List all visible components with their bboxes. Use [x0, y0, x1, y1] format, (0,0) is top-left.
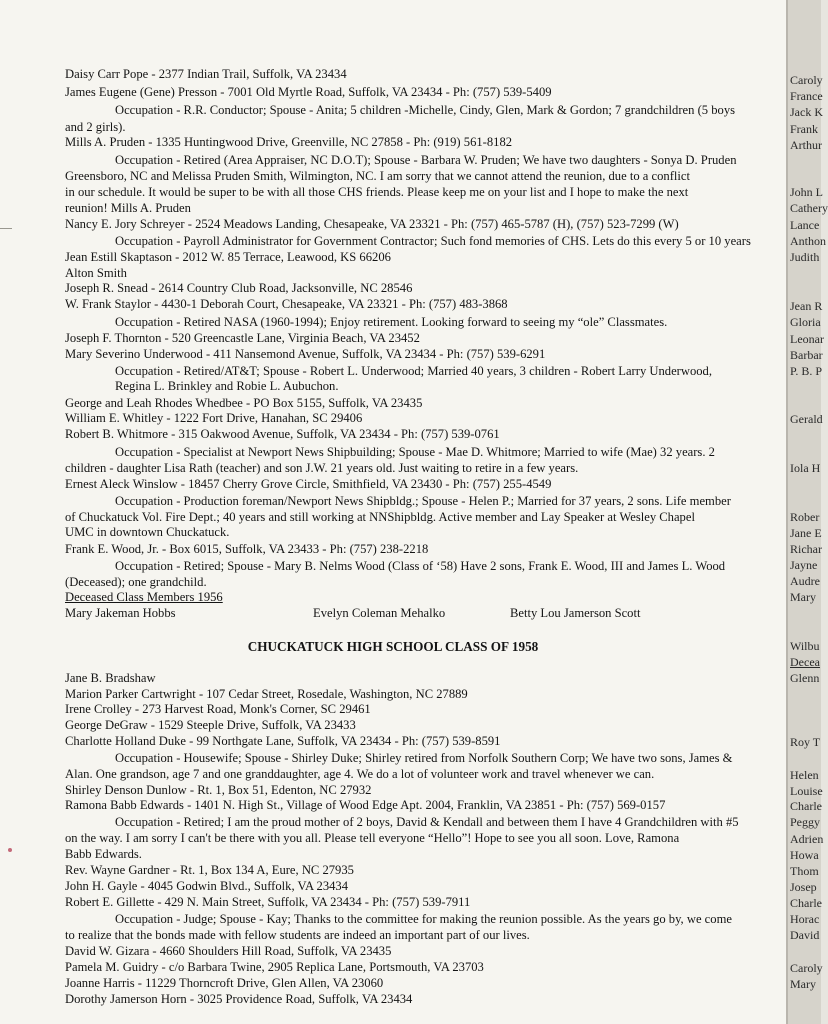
entry-detail: (Deceased); one grandchild.: [65, 575, 207, 589]
edge-text: Roy T: [790, 735, 821, 749]
entry-line: Frank E. Wood, Jr. - Box 6015, Suffolk, VA 23433 - Ph: (757) 238-2218: [65, 542, 429, 556]
edge-text: Jane E: [790, 526, 822, 540]
entry-line: John H. Gayle - 4045 Godwin Blvd., Suffolk, VA 23434: [65, 879, 349, 893]
edge-text: Mary: [790, 590, 816, 604]
entry-detail: and 2 girls).: [65, 120, 126, 134]
edge-text: Jack K: [790, 105, 823, 119]
entry-line: Ramona Babb Edwards - 1401 N. High St., Village of Wood Edge Apt. 2004, Franklin, VA 23851 - Ph: (757) 569-0157: [65, 798, 666, 812]
entry-detail: Occupation - Specialist at Newport News Shipbuilding; Spouse - Mae D. Whitmore; Married to wife (Mae) 32 years. 2: [115, 445, 715, 459]
entry-line: Daisy Carr Pope - 2377 Indian Trail, Suffolk, VA 23434: [65, 67, 347, 81]
edge-text: Gerald: [790, 412, 823, 426]
entry-detail: Alan. One grandson, age 7 and one granddaughter, age 4. We do a lot of volunteer work and travel whenever we can.: [65, 767, 655, 781]
edge-text: Caroly: [790, 961, 823, 975]
entry-line: Marion Parker Cartwright - 107 Cedar Street, Rosedale, Washington, NC 27889: [65, 687, 468, 701]
section-title: CHUCKATUCK HIGH SCHOOL CLASS OF 1958: [247, 639, 539, 654]
edge-text: Jayne: [790, 558, 818, 572]
edge-text: Charle: [790, 799, 822, 813]
adjacent-page-edge: [786, 0, 828, 1024]
edge-text: Peggy: [790, 815, 820, 829]
entry-line: Jean Estill Skaptason - 2012 W. 85 Terrace, Leawood, KS 66206: [65, 250, 391, 264]
edge-text: Cathery: [790, 201, 828, 215]
edge-text: David: [790, 928, 820, 942]
entry-detail: of Chuckatuck Vol. Fire Dept.; 40 years and still working at NNShipbldg. Active member and Lay Speaker at Wesley Chapel: [65, 510, 695, 524]
edge-text: Charle: [790, 896, 822, 910]
entry-line: W. Frank Staylor - 4430-1 Deborah Court, Chesapeake, VA 23321 - Ph: (757) 483-3868: [65, 297, 508, 311]
edge-text: Howa: [790, 848, 819, 862]
edge-text: Richar: [790, 542, 822, 556]
edge-text: Wilbu: [790, 639, 820, 653]
entry-detail: Occupation - Retired; Spouse - Mary B. Nelms Wood (Class of ‘58) Have 2 sons, Frank E. Wood, III and James L. Wood: [115, 559, 726, 573]
entry-line: Rev. Wayne Gardner - Rt. 1, Box 134 A, Eure, NC 27935: [65, 863, 354, 877]
edge-text: Glenn: [790, 671, 820, 685]
entry-line: Charlotte Holland Duke - 99 Northgate Lane, Suffolk, VA 23434 - Ph: (757) 539-8591: [65, 734, 501, 748]
entry-detail: in our schedule. It would be super to be with all those CHS friends. Please keep me on your list and I hope to make the next: [65, 185, 689, 199]
edge-text: Lance: [790, 218, 820, 232]
entry-detail: Greensboro, NC and Melissa Pruden Smith, Wilmington, NC. I am sorry that we cannot attend the reunion, due to a conflict: [65, 169, 690, 183]
deceased-name: Betty Lou Jamerson Scott: [510, 606, 641, 620]
scan-dot: [8, 848, 12, 852]
entry-detail: Occupation - Retired (Area Appraiser, NC D.O.T); Spouse - Barbara W. Pruden; We have two daughters - Sonya D. Pruden: [115, 153, 737, 167]
entry-line: James Eugene (Gene) Presson - 7001 Old Myrtle Road, Suffolk, VA 23434 - Ph: (757) 539-5409: [65, 85, 552, 99]
entry-detail: to realize that the bonds made with fellow students are indeed an important part of our lives.: [65, 928, 530, 942]
entry-detail: reunion! Mills A. Pruden: [65, 201, 191, 215]
entry-line: George DeGraw - 1529 Steeple Drive, Suffolk, VA 23433: [65, 718, 356, 732]
entry-line: Robert E. Gillette - 429 N. Main Street, Suffolk, VA 23434 - Ph: (757) 539-7911: [65, 895, 471, 909]
entry-line: Dorothy Jamerson Horn - 3025 Providence Road, Suffolk, VA 23434: [65, 992, 413, 1006]
edge-text: Frank: [790, 122, 818, 136]
edge-text: Barbar: [790, 348, 823, 362]
entry-line: Alton Smith: [65, 266, 127, 280]
edge-text: Horac: [790, 912, 820, 926]
edge-text: Judith: [790, 250, 820, 264]
entry-line: Nancy E. Jory Schreyer - 2524 Meadows Landing, Chesapeake, VA 23321 - Ph: (757) 465-5787 (H), (757) 523-7299 (W): [65, 217, 679, 231]
entry-detail: Occupation - R.R. Conductor; Spouse - Anita; 5 children -Michelle, Cindy, Glen, Mark & Gordon; 7 grandchildren (5 boys: [115, 103, 736, 117]
entry-detail: Occupation - Judge; Spouse - Kay; Thanks to the committee for making the reunion possible. As the years go by, we come: [115, 912, 732, 926]
edge-text: Leonar: [790, 332, 824, 346]
entry-line: Joseph R. Snead - 2614 Country Club Road, Jacksonville, NC 28546: [65, 281, 413, 295]
entry-line: Shirley Denson Dunlow - Rt. 1, Box 51, Edenton, NC 27932: [65, 783, 372, 797]
edge-text: Gloria: [790, 315, 821, 329]
edge-text: Iola H: [790, 461, 821, 475]
edge-text: Louise: [790, 784, 823, 798]
scan-mark: [0, 228, 12, 229]
entry-line: Mills A. Pruden - 1335 Huntingwood Drive, Greenville, NC 27858 - Ph: (919) 561-8182: [65, 135, 513, 149]
edge-text: P. B. P: [790, 364, 823, 378]
entry-line: Joanne Harris - 11229 Thorncroft Drive, Glen Allen, VA 23060: [65, 976, 384, 990]
entry-line: Irene Crolley - 273 Harvest Road, Monk's Corner, SC 29461: [65, 702, 371, 716]
edge-text: Caroly: [790, 73, 823, 87]
edge-text: Josep: [790, 880, 817, 894]
edge-text: Thom: [790, 864, 819, 878]
entry-line: Jane B. Bradshaw: [65, 671, 156, 685]
entry-line: David W. Gizara - 4660 Shoulders Hill Road, Suffolk, VA 23435: [65, 944, 392, 958]
entry-line: Joseph F. Thornton - 520 Greencastle Lane, Virginia Beach, VA 23452: [65, 331, 420, 345]
deceased-name: Mary Jakeman Hobbs: [65, 606, 176, 620]
edge-text: France: [790, 89, 823, 103]
entry-detail: Occupation - Production foreman/Newport News Shipbldg.; Spouse - Helen P.; Married for 37 years, 2 sons. Life member: [115, 494, 731, 508]
entry-line: William E. Whitley - 1222 Fort Drive, Hanahan, SC 29406: [65, 411, 363, 425]
entry-detail: Occupation - Housewife; Spouse - Shirley Duke; Shirley retired from Norfolk Southern Corp; We have two sons, James &: [115, 751, 733, 765]
entry-detail: UMC in downtown Chuckatuck.: [65, 525, 230, 539]
entry-line: Pamela M. Guidry - c/o Barbara Twine, 2905 Replica Lane, Portsmouth, VA 23703: [65, 960, 484, 974]
entry-detail: Occupation - Retired/AT&T; Spouse - Robert L. Underwood; Married 40 years, 3 children - Robert Larry Underwood,: [115, 364, 712, 378]
entry-detail: children - daughter Lisa Rath (teacher) and son J.W. 21 years old. Just waiting to retire in a few years.: [65, 461, 579, 475]
entry-detail: Regina L. Brinkley and Robie L. Aubuchon.: [115, 379, 339, 393]
edge-text: Helen: [790, 768, 819, 782]
edge-text: Rober: [790, 510, 820, 524]
entry-detail: Occupation - Payroll Administrator for Government Contractor; Such fond memories of CHS. Lets do this every 5 or 10 years: [115, 234, 751, 248]
edge-text: Adrien: [790, 832, 824, 846]
edge-text: Arthur: [790, 138, 822, 152]
edge-text: Jean R: [790, 299, 823, 313]
entry-detail: Babb Edwards.: [65, 847, 142, 861]
deceased-name: Evelyn Coleman Mehalko: [313, 606, 446, 620]
edge-text: Audre: [790, 574, 820, 588]
entry-detail: Occupation - Retired; I am the proud mother of 2 boys, David & Kendall and between them I have 4 Grandchildren with #5: [115, 815, 739, 829]
entry-line: George and Leah Rhodes Whedbee - PO Box 5155, Suffolk, VA 23435: [65, 396, 423, 410]
entry-line: Robert B. Whitmore - 315 Oakwood Avenue, Suffolk, VA 23434 - Ph: (757) 539-0761: [65, 427, 500, 441]
edge-text: Mary: [790, 977, 816, 991]
entry-line: Mary Severino Underwood - 411 Nansemond Avenue, Suffolk, VA 23434 - Ph: (757) 539-6291: [65, 347, 546, 361]
deceased-heading: Deceased Class Members 1956: [65, 590, 223, 604]
edge-text: John L: [790, 185, 823, 199]
edge-text: Decea: [790, 655, 820, 669]
entry-line: Ernest Aleck Winslow - 18457 Cherry Grove Circle, Smithfield, VA 23430 - Ph: (757) 255-4549: [65, 477, 552, 491]
entry-detail: on the way. I am sorry I can't be there with you all. Please tell everyone “Hello”! Hope to see you all soon. Love, Ramona: [65, 831, 680, 845]
edge-text: Anthon: [790, 234, 826, 248]
entry-detail: Occupation - Retired NASA (1960-1994); Enjoy retirement. Looking forward to seeing my “ole” Classmates.: [115, 315, 668, 329]
